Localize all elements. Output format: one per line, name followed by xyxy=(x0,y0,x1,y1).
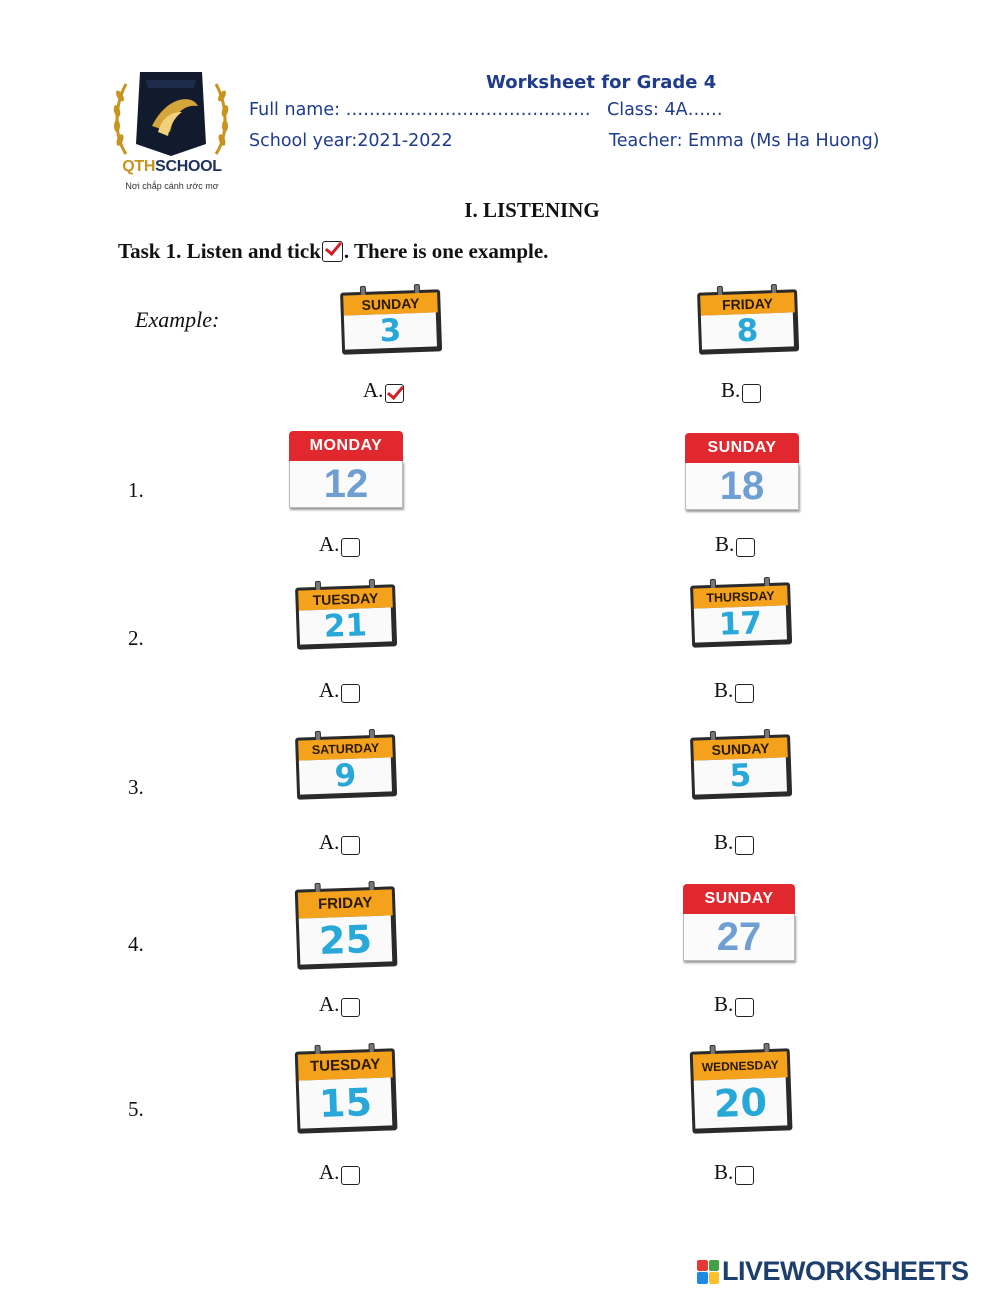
calendar-day: SUNDAY xyxy=(683,884,795,914)
question-number: 5. xyxy=(128,1097,144,1121)
calendar-day: FRIDAY xyxy=(298,889,393,918)
option-a[interactable] xyxy=(319,1160,360,1185)
checkbox xyxy=(742,384,761,403)
task-instruction xyxy=(118,239,548,264)
teacher-label: Teacher: Emma (Ms Ha Huong) xyxy=(609,131,880,151)
option-label: B. xyxy=(721,378,741,402)
calendar-day: TUESDAY xyxy=(298,587,393,610)
school-year-label: School year:2021-2022 xyxy=(249,131,453,151)
calendar-day: SUNDAY xyxy=(693,737,788,760)
school-logo xyxy=(112,66,230,196)
calendar-date: 15 xyxy=(299,1077,393,1128)
calendar-icon xyxy=(690,576,792,647)
option-label: A. xyxy=(363,378,384,402)
calendar-day: SATURDAY xyxy=(298,737,393,760)
calendar-date: 21 xyxy=(299,607,392,644)
calendar-icon xyxy=(294,1042,397,1133)
option-label: B. xyxy=(715,532,735,556)
checkbox[interactable] xyxy=(341,836,360,855)
checkbox-checked xyxy=(385,384,404,403)
worksheet-title: Worksheet for Grade 4 xyxy=(486,72,717,93)
option-label: B. xyxy=(714,678,734,702)
option-b[interactable] xyxy=(714,992,754,1017)
option-label: A. xyxy=(319,532,340,556)
liveworksheets-brand: LIVEWORKSHEETS xyxy=(722,1256,969,1286)
option-a[interactable] xyxy=(319,678,360,703)
option-a[interactable] xyxy=(319,830,360,855)
calendar-date: 25 xyxy=(299,915,393,964)
option-label: A. xyxy=(319,1160,340,1184)
option-label: B. xyxy=(714,992,734,1016)
calendar-icon xyxy=(295,728,397,799)
calendar-day: SUNDAY xyxy=(343,292,438,315)
option-label: A. xyxy=(319,992,340,1016)
calendar-day: MONDAY xyxy=(289,431,403,461)
calendar-date: 3 xyxy=(344,312,437,349)
example-option-a xyxy=(363,378,404,403)
tick-example-icon xyxy=(322,241,343,262)
option-label: A. xyxy=(319,830,340,854)
example-option-b xyxy=(721,378,761,403)
calendar-icon xyxy=(340,283,442,354)
checkbox[interactable] xyxy=(341,684,360,703)
checkbox[interactable] xyxy=(735,1166,754,1185)
calendar-day: TUESDAY xyxy=(298,1051,393,1080)
class-label: Class: 4A…… xyxy=(607,100,723,120)
section-title: I. LISTENING xyxy=(464,198,600,222)
task-text-before: Task 1. Listen and tick xyxy=(118,239,321,263)
liveworksheets-logo xyxy=(697,1256,969,1287)
calendar-icon xyxy=(295,880,398,969)
calendar-date: 12 xyxy=(289,461,403,508)
full-name-field[interactable]: Full name: …………………………………… xyxy=(249,100,591,120)
checkbox[interactable] xyxy=(735,998,754,1017)
calendar-icon xyxy=(295,578,397,649)
calendar-day: FRIDAY xyxy=(700,292,795,315)
calendar-day: THURSDAY xyxy=(693,585,788,608)
liveworksheets-mark-icon xyxy=(697,1260,719,1284)
option-a[interactable] xyxy=(319,532,360,557)
calendar-date: 17 xyxy=(694,605,787,642)
calendar-day: SUNDAY xyxy=(685,433,799,463)
calendar-date: 18 xyxy=(685,463,799,510)
question-number: 2. xyxy=(128,626,144,650)
option-b[interactable] xyxy=(715,532,755,557)
calendar-date: 5 xyxy=(694,757,787,794)
option-label: B. xyxy=(714,1160,734,1184)
checkbox[interactable] xyxy=(735,836,754,855)
calendar-icon xyxy=(289,431,403,509)
checkbox[interactable] xyxy=(735,684,754,703)
option-b[interactable] xyxy=(714,1160,754,1185)
example-label: Example: xyxy=(135,307,220,332)
checkbox[interactable] xyxy=(736,538,755,557)
calendar-date: 8 xyxy=(701,312,794,349)
school-logo-name: QTHSCHOOL xyxy=(122,158,222,175)
task-text-after: . There is one example. xyxy=(343,239,549,263)
option-b[interactable] xyxy=(714,678,754,703)
checkbox[interactable] xyxy=(341,1166,360,1185)
checkbox[interactable] xyxy=(341,538,360,557)
calendar-icon xyxy=(697,283,799,354)
question-number: 4. xyxy=(128,932,144,956)
calendar-day: WEDNESDAY xyxy=(693,1051,788,1080)
calendar-icon xyxy=(689,1042,792,1133)
question-number: 3. xyxy=(128,775,144,799)
calendar-icon xyxy=(683,884,795,962)
calendar-icon xyxy=(690,728,792,799)
question-number: 1. xyxy=(128,478,144,502)
calendar-icon xyxy=(685,433,799,511)
option-label: A. xyxy=(319,678,340,702)
checkbox[interactable] xyxy=(341,998,360,1017)
calendar-date: 20 xyxy=(694,1077,788,1128)
calendar-date: 9 xyxy=(299,757,392,794)
option-b[interactable] xyxy=(714,830,754,855)
option-a[interactable] xyxy=(319,992,360,1017)
calendar-date: 27 xyxy=(683,914,795,961)
school-slogan: Nơi chắp cánh ước mơ xyxy=(125,181,219,191)
option-label: B. xyxy=(714,830,734,854)
